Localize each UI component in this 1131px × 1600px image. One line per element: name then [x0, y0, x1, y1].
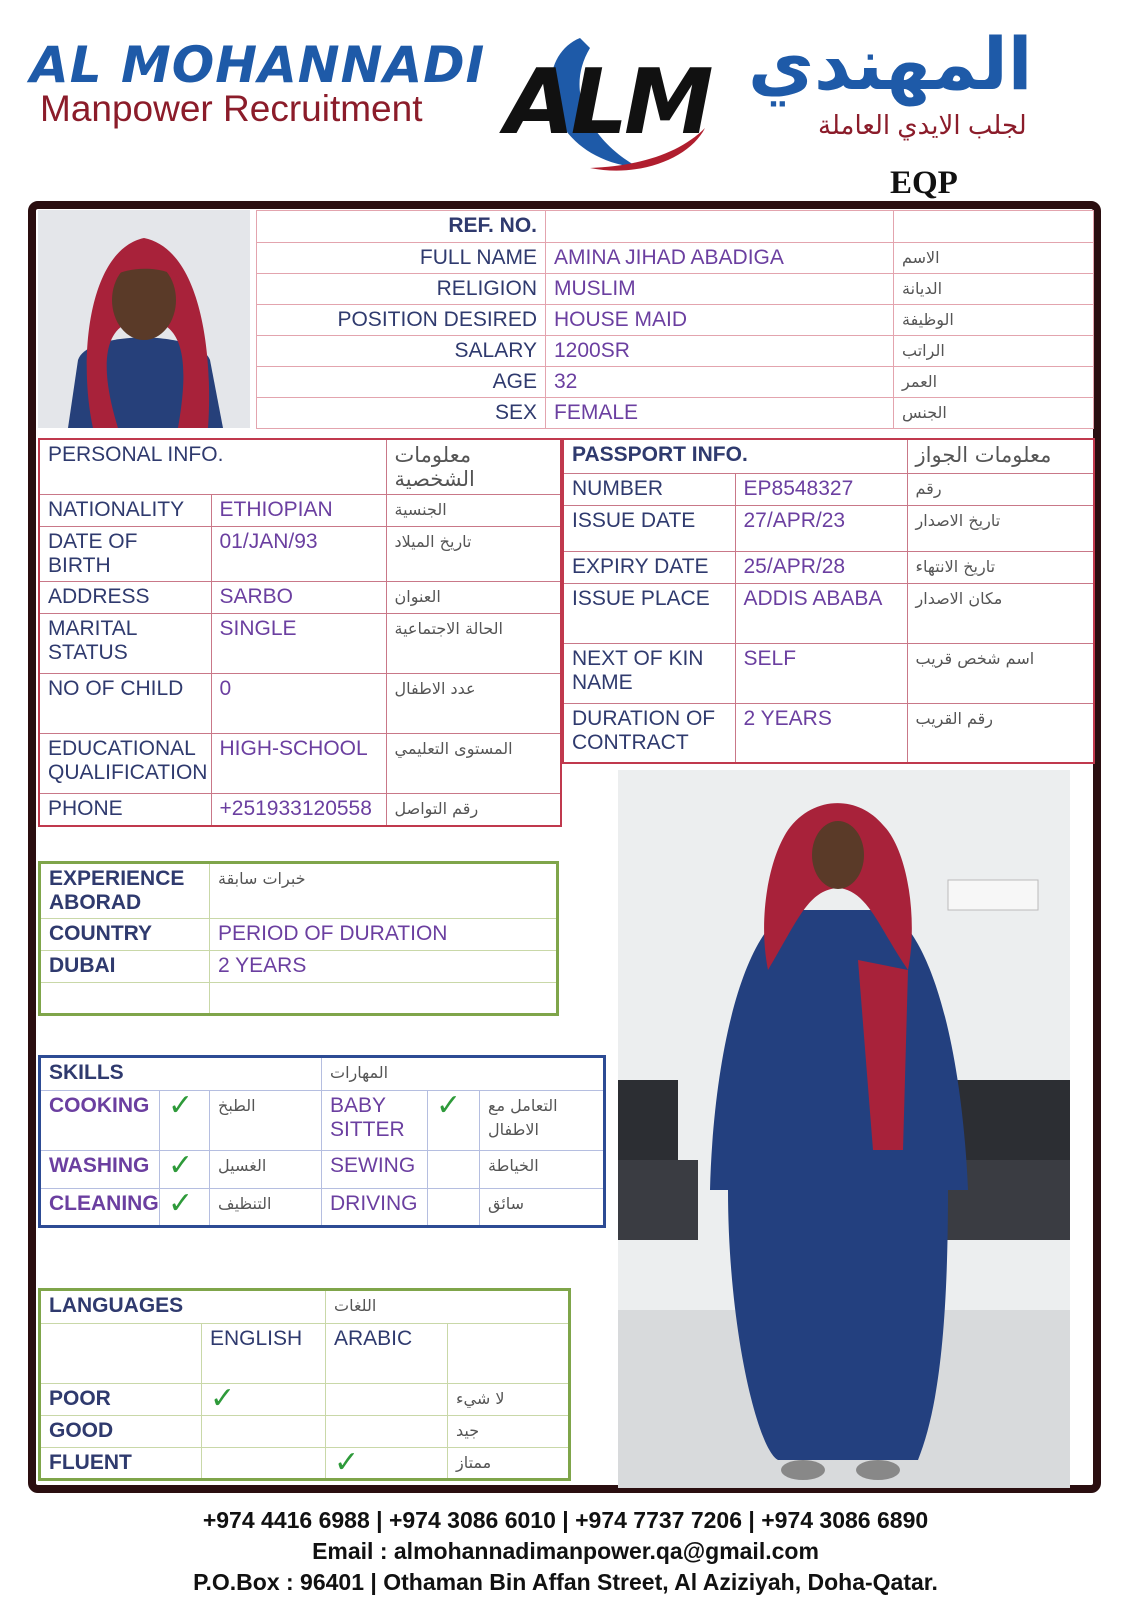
field-value: SINGLE: [211, 614, 386, 674]
table-row: [40, 1189, 605, 1227]
table-row: [39, 794, 561, 826]
skills-table: [38, 1055, 606, 1228]
field-value: 2 YEARS: [735, 703, 907, 763]
table-row: [257, 305, 1094, 336]
section-header: [40, 1290, 570, 1324]
field-label: PHONE: [39, 794, 211, 826]
field-value: ADDIS ABABA: [735, 583, 907, 643]
field-label-arabic: [894, 211, 1094, 243]
field-label-arabic: الجنسية: [386, 495, 561, 527]
field-label: DATE OF BIRTH: [39, 527, 211, 582]
field-label-arabic: العمر: [894, 367, 1094, 398]
personal-info-table: [38, 438, 562, 827]
language-level: POOR: [40, 1384, 202, 1416]
skill-name-arabic: التنظيف: [210, 1189, 322, 1227]
table-row: [39, 495, 561, 527]
brand-name-english: AL MOHANNADI: [30, 36, 486, 94]
field-value: SELF: [735, 643, 907, 703]
document-code: EQP: [890, 165, 958, 201]
footer-email: Email : almohannadimanpower.qa@gmail.com: [312, 1538, 819, 1564]
section-title-arabic: معلومات الجواز: [907, 439, 1094, 473]
language-level: GOOD: [40, 1416, 202, 1448]
experience-country: DUBAI: [40, 951, 210, 983]
column-header: PERIOD OF DURATION: [210, 919, 558, 951]
footer-phones: +974 4416 6988 | +974 3086 6010 | +974 7737 7206 | +974 3086 6890: [202, 1507, 929, 1533]
field-value: 27/APR/23: [735, 505, 907, 551]
experience-country: [40, 983, 210, 1015]
skill-name: COOKING: [40, 1091, 160, 1151]
field-value: MUSLIM: [546, 274, 894, 305]
table-row: [39, 614, 561, 674]
table-row: [39, 527, 561, 582]
skill-name-arabic: سائق: [480, 1189, 605, 1227]
empty-cell: [40, 1324, 202, 1384]
field-label-arabic: رقم التواصل: [386, 794, 561, 826]
field-label-arabic: الحالة الاجتماعية: [386, 614, 561, 674]
field-label-arabic: رقم القريب: [907, 703, 1094, 763]
passport-info-table: [562, 438, 1095, 764]
check-icon: ✓: [160, 1151, 210, 1189]
table-row: [257, 367, 1094, 398]
field-value: 25/APR/28: [735, 551, 907, 583]
check-icon: [202, 1448, 326, 1480]
field-label-arabic: الاسم: [894, 243, 1094, 274]
field-label: DURATION OF CONTRACT: [563, 703, 735, 763]
field-label-arabic: الراتب: [894, 336, 1094, 367]
section-header: [40, 1057, 605, 1091]
field-value: [546, 211, 894, 243]
skill-name-arabic: الطبخ: [210, 1091, 322, 1151]
section-header: [39, 439, 561, 495]
field-value: 1200SR: [546, 336, 894, 367]
field-label: NUMBER: [563, 473, 735, 505]
table-row: [40, 1151, 605, 1189]
experience-period: 2 YEARS: [210, 951, 558, 983]
section-title: SKILLS: [40, 1057, 322, 1091]
field-label-arabic: تاريخ الاصدار: [907, 505, 1094, 551]
field-label-arabic: الوظيفة: [894, 305, 1094, 336]
table-row: [39, 734, 561, 794]
section-header: [40, 863, 558, 919]
table-row: [563, 583, 1094, 643]
table-row: [39, 582, 561, 614]
field-label: EDUCATIONAL QUALIFICATION: [39, 734, 211, 794]
field-label-arabic: تاريخ الانتهاء: [907, 551, 1094, 583]
field-label: NO OF CHILD: [39, 674, 211, 734]
section-header: [563, 439, 1094, 473]
check-icon: [202, 1416, 326, 1448]
language-level-arabic: جيد: [448, 1416, 570, 1448]
table-row: [40, 983, 558, 1015]
check-icon: [326, 1384, 448, 1416]
field-value: 01/JAN/93: [211, 527, 386, 582]
table-row: [40, 1091, 605, 1151]
section-title: EXPERIENCE ABORAD: [40, 863, 210, 919]
table-row: [563, 643, 1094, 703]
field-label: REF. NO.: [257, 211, 546, 243]
check-icon: ✓: [202, 1384, 326, 1416]
field-label-arabic: الجنس: [894, 398, 1094, 429]
column-header: COUNTRY: [40, 919, 210, 951]
brand-subtitle: Manpower Recruitment: [40, 88, 423, 129]
table-row: [257, 336, 1094, 367]
language-level-arabic: ممتاز: [448, 1448, 570, 1480]
field-value: AMINA JIHAD ABADIGA: [546, 243, 894, 274]
field-label-arabic: اسم شخص قريب: [907, 643, 1094, 703]
languages-table: [38, 1288, 571, 1481]
field-label-arabic: رقم: [907, 473, 1094, 505]
brand-subtitle-arabic: لجلب الايدي العاملة: [818, 110, 1027, 140]
experience-period: [210, 983, 558, 1015]
field-label: ISSUE DATE: [563, 505, 735, 551]
field-value: +251933120558: [211, 794, 386, 826]
field-label-arabic: الديانة: [894, 274, 1094, 305]
skill-name-arabic: التعامل مع الاطفال: [480, 1091, 605, 1151]
section-title-arabic: اللغات: [326, 1290, 570, 1324]
language-level: FLUENT: [40, 1448, 202, 1480]
table-row: [257, 211, 1094, 243]
basic-info-table: [256, 210, 1094, 429]
language-level-arabic: لا شيء: [448, 1384, 570, 1416]
field-value: EP8548327: [735, 473, 907, 505]
table-row: [40, 951, 558, 983]
field-label: NEXT OF KIN NAME: [563, 643, 735, 703]
field-value: 0: [211, 674, 386, 734]
field-label-arabic: مكان الاصدار: [907, 583, 1094, 643]
experience-table: [38, 861, 559, 1016]
section-title: LANGUAGES: [40, 1290, 326, 1324]
skill-name-arabic: الغسيل: [210, 1151, 322, 1189]
field-label: POSITION DESIRED: [257, 305, 546, 336]
table-row: [563, 551, 1094, 583]
field-label: SEX: [257, 398, 546, 429]
column-header: ENGLISH: [202, 1324, 326, 1384]
field-value: FEMALE: [546, 398, 894, 429]
table-row: [40, 1448, 570, 1480]
section-title-arabic: المهارات: [322, 1057, 605, 1091]
field-value: SARBO: [211, 582, 386, 614]
skill-name: BABY SITTER: [322, 1091, 428, 1151]
check-icon: ✓: [160, 1091, 210, 1151]
section-title: PASSPORT INFO.: [563, 439, 907, 473]
check-icon: [428, 1189, 480, 1227]
section-title: PERSONAL INFO.: [39, 439, 386, 495]
table-row: [257, 243, 1094, 274]
field-label: ISSUE PLACE: [563, 583, 735, 643]
skill-name-arabic: الخياطة: [480, 1151, 605, 1189]
check-icon: [326, 1416, 448, 1448]
field-label-arabic: عدد الاطفال: [386, 674, 561, 734]
field-value: 32: [546, 367, 894, 398]
table-row: [257, 398, 1094, 429]
field-label: RELIGION: [257, 274, 546, 305]
table-row: [40, 919, 558, 951]
field-label: ADDRESS: [39, 582, 211, 614]
table-row: [563, 505, 1094, 551]
section-title-arabic: خبرات سابقة: [210, 863, 558, 919]
table-row: [563, 703, 1094, 763]
field-value: HIGH-SCHOOL: [211, 734, 386, 794]
check-icon: ✓: [428, 1091, 480, 1151]
column-header: ARABIC: [326, 1324, 448, 1384]
brand-name-arabic: المهندي: [748, 25, 1033, 105]
table-row: [40, 1384, 570, 1416]
field-label: AGE: [257, 367, 546, 398]
portrait-photo: [38, 210, 250, 428]
skill-name: DRIVING: [322, 1189, 428, 1227]
field-label: FULL NAME: [257, 243, 546, 274]
alm-logo: ALM: [505, 50, 710, 155]
footer-address: P.O.Box : 96401 | Othaman Bin Affan Street, Al Aziziyah, Doha-Qatar.: [193, 1569, 938, 1595]
field-label: SALARY: [257, 336, 546, 367]
field-value: ETHIOPIAN: [211, 495, 386, 527]
field-label: MARITAL STATUS: [39, 614, 211, 674]
skill-name: CLEANING: [40, 1189, 160, 1227]
table-row: [40, 1416, 570, 1448]
field-label-arabic: المستوى التعليمي: [386, 734, 561, 794]
field-label-arabic: تاريخ الميلاد: [386, 527, 561, 582]
empty-cell: [448, 1324, 570, 1384]
check-icon: [428, 1151, 480, 1189]
table-row: [40, 1324, 570, 1384]
skill-name: WASHING: [40, 1151, 160, 1189]
section-title-arabic: معلومات الشخصية: [386, 439, 561, 495]
field-label: NATIONALITY: [39, 495, 211, 527]
field-label: EXPIRY DATE: [563, 551, 735, 583]
check-icon: ✓: [160, 1189, 210, 1227]
field-label-arabic: العنوان: [386, 582, 561, 614]
skill-name: SEWING: [322, 1151, 428, 1189]
table-row: [563, 473, 1094, 505]
table-row: [257, 274, 1094, 305]
table-row: [39, 674, 561, 734]
full-body-photo: [618, 770, 1070, 1488]
field-value: HOUSE MAID: [546, 305, 894, 336]
check-icon: ✓: [326, 1448, 448, 1480]
